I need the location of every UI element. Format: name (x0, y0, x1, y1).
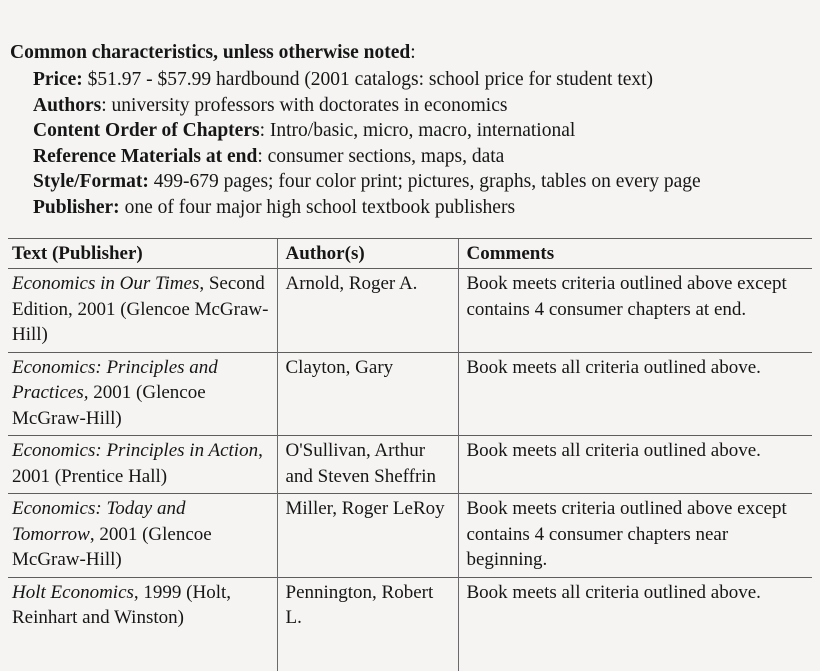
book-edition: 2001 (99, 523, 138, 545)
characteristic-value-reference-materials: : consumer sections, maps, data (257, 145, 505, 167)
section-heading-lead: Common characteristics, unless otherwise noted (10, 42, 411, 63)
cell-authors: Miller, Roger LeRoy (277, 494, 458, 578)
characteristic-item-content-order (33, 118, 810, 144)
cell-text-publisher (8, 494, 277, 578)
book-publisher: (Glencoe McGraw-Hill) (12, 298, 269, 346)
book-publisher: (Glencoe McGraw-Hill) (12, 523, 212, 571)
characteristics-list (10, 67, 810, 221)
characteristic-item-publisher (33, 195, 810, 221)
characteristic-label-price: Price: (33, 69, 83, 90)
cell-comments: Book meets criteria outlined above except contains 4 consumer chapters at end. (458, 269, 812, 353)
table-row (8, 494, 812, 578)
column-header-text-publisher: Text (Publisher) (8, 238, 277, 269)
table-row (8, 269, 812, 353)
table-header-row (8, 238, 812, 269)
section-heading-rest: : (410, 42, 416, 63)
cell-comments: Book meets all criteria outlined above. (458, 577, 812, 671)
book-title-suffix: , (258, 440, 263, 462)
characteristic-value-style-format: 499-679 pages; four color print; pictures, graphs, tables on every page (148, 171, 701, 193)
book-publisher: (Glencoe McGraw-Hill) (12, 382, 206, 429)
section-heading (10, 40, 810, 66)
cell-authors: O'Sullivan, Arthur and Steven Sheffrin (277, 436, 458, 494)
cell-authors: Pennington, Robert L. (277, 577, 458, 671)
book-title-suffix: , (133, 581, 139, 603)
book-publisher: (Prentice Hall) (54, 465, 168, 487)
table-header (8, 238, 812, 269)
column-header-authors: Author(s) (277, 238, 458, 269)
cell-text-publisher (8, 577, 277, 671)
characteristic-item-price (33, 67, 810, 93)
characteristic-value-price: $51.97 - $57.99 hardbound (2001 catalogs: school price for student text) (82, 69, 654, 90)
book-edition: Second Edition, 2001 (12, 273, 265, 320)
characteristic-item-reference-materials (33, 144, 810, 170)
cell-text-publisher (8, 352, 277, 436)
book-edition: 2001 (12, 465, 50, 487)
table-body (8, 269, 812, 671)
characteristic-value-authors: : university professors with doctorates in economics (101, 94, 508, 116)
column-header-comments: Comments (458, 238, 812, 269)
book-title-suffix: , (89, 523, 95, 545)
cell-authors: Clayton, Gary (277, 352, 458, 436)
characteristic-value-publisher: one of four major high school textbook publishers (119, 196, 516, 218)
cell-comments: Book meets criteria outlined above except contains 4 consumer chapters near beginning. (458, 494, 812, 578)
book-title: Economics in Our Times (12, 273, 200, 295)
table-row (8, 436, 812, 494)
book-edition: 2001 (93, 382, 132, 404)
characteristic-label-authors: Authors (33, 94, 102, 116)
table-row (8, 577, 812, 671)
textbook-comparison-table (8, 238, 812, 671)
cell-comments: Book meets all criteria outlined above. (458, 436, 812, 494)
cell-text-publisher (8, 436, 277, 494)
characteristic-label-style-format: Style/Format: (33, 171, 149, 193)
book-title: Economics: Today and Tomorrow (12, 498, 186, 545)
book-title: Economics: Principles and Practices, (12, 356, 218, 404)
cell-authors: Arnold, Roger A. (277, 269, 458, 353)
book-title: Holt Economics (12, 581, 134, 603)
characteristic-label-publisher: Publisher: (33, 196, 120, 218)
characteristic-label-content-order: Content Order of Chapters (33, 120, 260, 142)
common-characteristics-section (0, 0, 820, 221)
cell-text-publisher (8, 269, 277, 353)
book-title: Economics: Principles in Action (12, 440, 259, 462)
textbook-comparison-table-wrapper (0, 238, 820, 671)
characteristic-item-authors (33, 93, 810, 119)
characteristic-label-reference-materials: Reference Materials at end (33, 145, 258, 167)
book-publisher: (Holt, Reinhart and Winston) (12, 581, 232, 629)
cell-comments: Book meets all criteria outlined above. (458, 352, 812, 436)
book-title-suffix: , (199, 273, 205, 295)
characteristic-value-content-order: : Intro/basic, micro, macro, international (259, 120, 576, 142)
characteristic-item-style-format (33, 169, 810, 195)
table-row (8, 352, 812, 436)
book-edition: 1999 (143, 581, 182, 603)
